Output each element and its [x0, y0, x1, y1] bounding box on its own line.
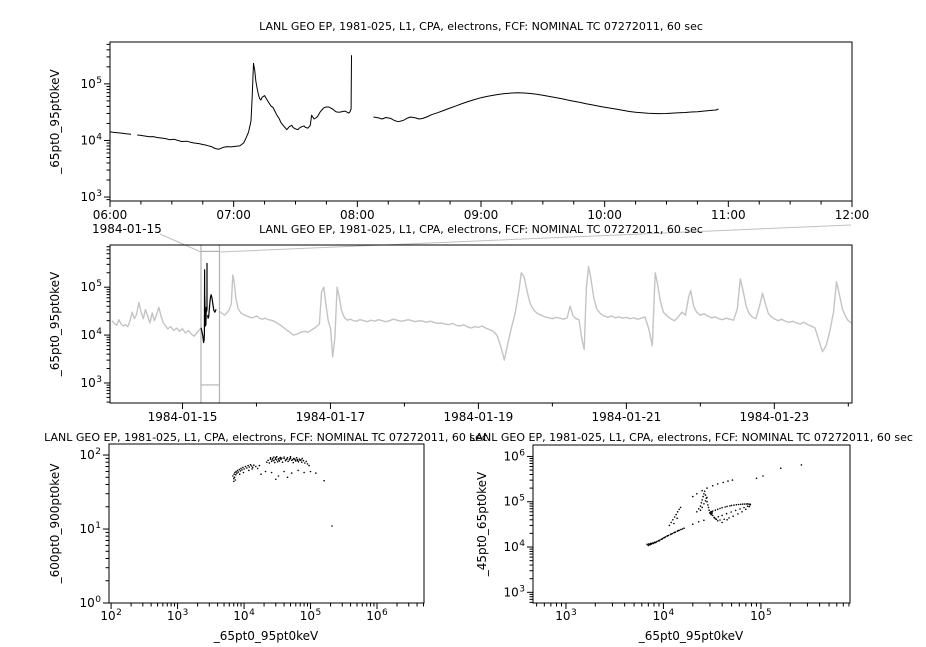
data-point: [276, 456, 278, 458]
x-tick-label: $10^4$: [233, 608, 255, 623]
y-tick-label: $10^2$: [79, 447, 101, 463]
data-point: [269, 462, 271, 464]
x-tick-label: 1984-01-19: [443, 410, 514, 424]
data-point: [667, 535, 669, 537]
data-point: [251, 465, 253, 467]
data-point: [279, 458, 281, 460]
data-point: [737, 513, 739, 515]
data-point: [670, 533, 672, 535]
selection-box[interactable]: [201, 245, 219, 403]
data-point: [270, 458, 272, 460]
electron-flux-highlight-series: [201, 263, 216, 343]
x-tick-label: 09:00: [463, 208, 499, 222]
data-point: [731, 505, 733, 507]
data-point: [683, 527, 685, 529]
data-point: [676, 518, 678, 520]
data-point: [303, 460, 305, 462]
data-point: [292, 459, 294, 461]
data-point: [315, 472, 317, 474]
data-point: [680, 507, 682, 509]
y-axis-label: _45pt0_65pt0keV: [475, 471, 489, 577]
data-point: [251, 468, 253, 470]
data-point: [738, 504, 740, 506]
data-point: [701, 507, 703, 509]
data-point: [235, 471, 237, 473]
data-point: [242, 467, 244, 469]
data-point: [741, 511, 743, 513]
plot-frame: [533, 445, 850, 603]
data-point: [278, 475, 280, 477]
data-point: [274, 462, 276, 464]
data-point: [278, 458, 280, 460]
data-point: [252, 467, 254, 469]
data-point: [239, 473, 241, 475]
data-point: [275, 479, 277, 481]
data-point: [718, 516, 720, 518]
data-point: [724, 506, 726, 508]
data-point: [285, 459, 287, 461]
data-point: [722, 482, 724, 484]
data-point: [711, 512, 713, 514]
data-point: [265, 471, 267, 473]
data-point: [331, 525, 333, 527]
y-tick-label: $10^6$: [503, 448, 525, 464]
data-point: [723, 519, 725, 521]
data-point: [700, 505, 702, 507]
data-point: [674, 516, 676, 518]
data-point: [706, 497, 708, 499]
data-point: [712, 510, 714, 512]
data-point: [249, 466, 251, 468]
data-point: [732, 515, 734, 517]
data-point: [746, 503, 748, 505]
plot-frame: [110, 245, 852, 403]
data-point: [711, 514, 713, 516]
data-point: [277, 461, 279, 463]
x-tick-label: $10^4$: [652, 608, 675, 623]
data-point: [291, 472, 293, 474]
data-point: [283, 471, 285, 473]
data-point: [715, 518, 717, 520]
data-point: [271, 461, 273, 463]
data-point: [267, 460, 269, 462]
data-point: [680, 529, 682, 531]
data-point: [696, 511, 698, 513]
data-point: [661, 538, 663, 540]
data-point: [287, 461, 289, 463]
data-point: [238, 471, 240, 473]
data-point: [301, 461, 303, 463]
data-point: [705, 494, 707, 496]
y-axis-label: _65pt0_95pt0keV: [48, 69, 62, 174]
data-point: [323, 480, 325, 482]
data-point: [235, 474, 237, 476]
data-point: [303, 472, 305, 474]
data-point: [283, 458, 285, 460]
x-tick-label: 08:00: [340, 208, 375, 222]
data-point: [701, 490, 703, 492]
data-point: [745, 509, 747, 511]
data-point: [672, 519, 674, 521]
data-point: [717, 520, 719, 522]
data-point: [702, 496, 704, 498]
data-point: [308, 465, 310, 467]
data-point: [307, 463, 309, 465]
data-point: [297, 470, 299, 472]
x-tick-label: 06:00: [92, 208, 128, 222]
x-axis-date-label: 1984-01-15: [92, 222, 162, 236]
data-point: [651, 543, 653, 545]
data-point: [273, 456, 275, 458]
data-point: [658, 540, 660, 542]
data-point: [743, 507, 745, 509]
data-point: [310, 471, 312, 473]
data-point: [715, 509, 717, 511]
data-point: [749, 504, 751, 506]
x-tick-label: 1984-01-23: [739, 410, 810, 424]
data-point: [272, 458, 274, 460]
electron-flux-overview-series: [112, 267, 851, 361]
y-axis-label: _65pt0_95pt0keV: [48, 271, 62, 377]
data-point: [273, 460, 275, 462]
data-point: [670, 522, 672, 524]
data-point: [703, 520, 705, 522]
data-point: [236, 472, 238, 474]
data-point: [728, 517, 730, 519]
data-point: [287, 457, 289, 459]
data-point: [255, 466, 257, 468]
data-point: [735, 510, 737, 512]
y-tick-label: $10^3$: [80, 189, 102, 205]
data-point: [726, 506, 728, 508]
data-point: [692, 523, 694, 525]
y-tick-label: $10^5$: [80, 279, 102, 295]
data-point: [706, 487, 708, 489]
x-tick-label: 12:00: [834, 208, 870, 222]
data-point: [744, 503, 746, 505]
data-point: [712, 515, 714, 517]
data-point: [301, 458, 303, 460]
data-point: [721, 522, 723, 524]
data-point: [708, 507, 710, 509]
data-point: [248, 470, 250, 472]
data-point: [726, 513, 728, 515]
scatter-600-900-plot: [44, 431, 488, 643]
data-point: [756, 478, 758, 480]
data-point: [703, 493, 705, 495]
data-point: [706, 501, 708, 503]
data-point: [707, 504, 709, 506]
data-point: [260, 473, 262, 475]
data-point: [721, 515, 723, 517]
x-axis-label: _65pt0_95pt0keV: [213, 629, 319, 643]
x-tick-label: 1984-01-17: [295, 410, 366, 424]
data-point: [717, 509, 719, 511]
data-point: [801, 464, 803, 466]
scatter-points: [646, 464, 802, 546]
y-tick-label: $10^4$: [80, 327, 102, 343]
data-point: [257, 468, 259, 470]
y-axis-label: _600pt0_900pt0keV: [48, 463, 62, 584]
y-tick-label: $10^5$: [80, 75, 102, 91]
data-point: [648, 545, 650, 547]
scatter-points: [232, 456, 333, 527]
data-point: [708, 509, 710, 511]
data-point: [299, 458, 301, 460]
data-point: [243, 468, 245, 470]
data-point: [678, 530, 680, 532]
data-point: [721, 507, 723, 509]
x-axis-label: _65pt0_95pt0keV: [638, 629, 744, 643]
data-point: [233, 481, 235, 483]
data-point: [726, 519, 728, 521]
y-tick-label: $10^3$: [80, 374, 102, 390]
electron-flux-zoom-series: [110, 55, 718, 149]
data-point: [282, 461, 284, 463]
chart-title: LANL GEO EP, 1981-025, L1, CPA, electrons, FCF: NOMINAL TC 07272011, 60 sec: [44, 431, 488, 444]
data-point: [287, 477, 289, 479]
y-tick-label: $10^1$: [79, 521, 101, 537]
data-point: [698, 508, 700, 510]
x-tick-label: $10^3$: [555, 608, 577, 623]
data-point: [700, 509, 702, 511]
data-point: [237, 470, 239, 472]
data-point: [675, 514, 677, 516]
data-point: [300, 459, 302, 461]
x-tick-label: $10^6$: [366, 608, 388, 623]
data-point: [235, 479, 237, 481]
chart-title: LANL GEO EP, 1981-025, L1, CPA, electrons, FCF: NOMINAL TC 07272011, 60 sec: [469, 431, 913, 444]
plot-frame: [110, 42, 852, 201]
data-point: [234, 477, 236, 479]
data-point: [733, 504, 735, 506]
data-point: [305, 461, 307, 463]
data-point: [275, 458, 277, 460]
data-point: [250, 464, 252, 466]
y-tick-label: $10^0$: [79, 595, 101, 610]
data-point: [649, 544, 651, 546]
data-point: [696, 493, 698, 495]
x-tick-label: 1984-01-15: [147, 410, 218, 424]
data-point: [270, 457, 272, 459]
data-point: [730, 511, 732, 513]
data-point: [297, 460, 299, 462]
x-tick-label: 10:00: [587, 208, 622, 222]
data-point: [296, 457, 298, 459]
x-tick-label: 1984-01-21: [591, 410, 662, 424]
data-point: [245, 466, 247, 468]
data-point: [253, 464, 255, 466]
data-point: [677, 511, 679, 513]
data-point: [241, 469, 243, 471]
x-tick-label: 11:00: [711, 208, 746, 222]
data-point: [692, 496, 694, 498]
data-point: [295, 460, 297, 462]
data-point: [701, 499, 703, 501]
data-point: [749, 506, 751, 508]
data-point: [276, 459, 278, 461]
data-point: [240, 468, 242, 470]
y-tick-label: $10^4$: [503, 539, 525, 555]
data-point: [655, 541, 657, 543]
x-tick-label: $10^5$: [299, 608, 322, 623]
data-point: [703, 503, 705, 505]
data-point: [705, 500, 707, 502]
overview-timeseries-plot: [48, 223, 852, 424]
data-point: [243, 472, 245, 474]
data-point: [239, 469, 241, 471]
data-point: [739, 508, 741, 510]
data-point: [278, 460, 280, 462]
data-point: [293, 462, 295, 464]
data-point: [233, 473, 235, 475]
data-point: [281, 457, 283, 459]
data-point: [712, 485, 714, 487]
data-point: [271, 459, 273, 461]
x-tick-label: $10^5$: [750, 608, 772, 623]
data-point: [762, 475, 764, 477]
x-tick-label: $10^2$: [100, 608, 122, 623]
data-point: [240, 470, 242, 472]
data-point: [727, 480, 729, 482]
plot-frame: [109, 444, 424, 603]
zoom-connector-line: [160, 234, 201, 252]
data-point: [717, 483, 719, 485]
y-tick-label: $10^4$: [80, 132, 102, 148]
chart-title: LANL GEO EP, 1981-025, L1, CPA, electrons, FCF: NOMINAL TC 07272011, 60 sec: [259, 20, 703, 33]
x-tick-label: 07:00: [216, 208, 251, 222]
data-point: [271, 472, 273, 474]
data-point: [719, 508, 721, 510]
data-point: [698, 521, 700, 523]
data-point: [682, 528, 684, 530]
data-point: [736, 504, 738, 506]
scatter-45-65-plot: [469, 431, 913, 643]
data-point: [747, 506, 749, 508]
data-point: [232, 475, 234, 477]
data-point: [704, 491, 706, 493]
data-point: [289, 458, 291, 460]
data-point: [729, 505, 731, 507]
data-point: [678, 509, 680, 511]
data-point: [740, 504, 742, 506]
data-point: [283, 456, 285, 458]
x-tick-label: $10^3$: [166, 608, 189, 623]
data-point: [266, 461, 268, 463]
data-point: [247, 465, 249, 467]
data-point: [669, 525, 671, 527]
data-point: [742, 503, 744, 505]
data-point: [780, 467, 782, 469]
data-point: [719, 519, 721, 521]
top-timeseries-plot: [48, 20, 869, 236]
data-point: [653, 542, 655, 544]
data-point: [304, 462, 306, 464]
y-tick-label: $10^5$: [503, 493, 525, 509]
data-point: [701, 502, 703, 504]
chart-title: LANL GEO EP, 1981-025, L1, CPA, electrons, FCF: NOMINAL TC 07272011, 60 sec: [259, 223, 703, 236]
data-point: [673, 523, 675, 525]
data-point: [732, 479, 734, 481]
y-tick-label: $10^3$: [503, 584, 525, 600]
data-point: [664, 537, 666, 539]
data-point: [290, 456, 292, 458]
data-point: [674, 532, 676, 534]
data-point: [246, 467, 248, 469]
data-point: [259, 465, 261, 467]
